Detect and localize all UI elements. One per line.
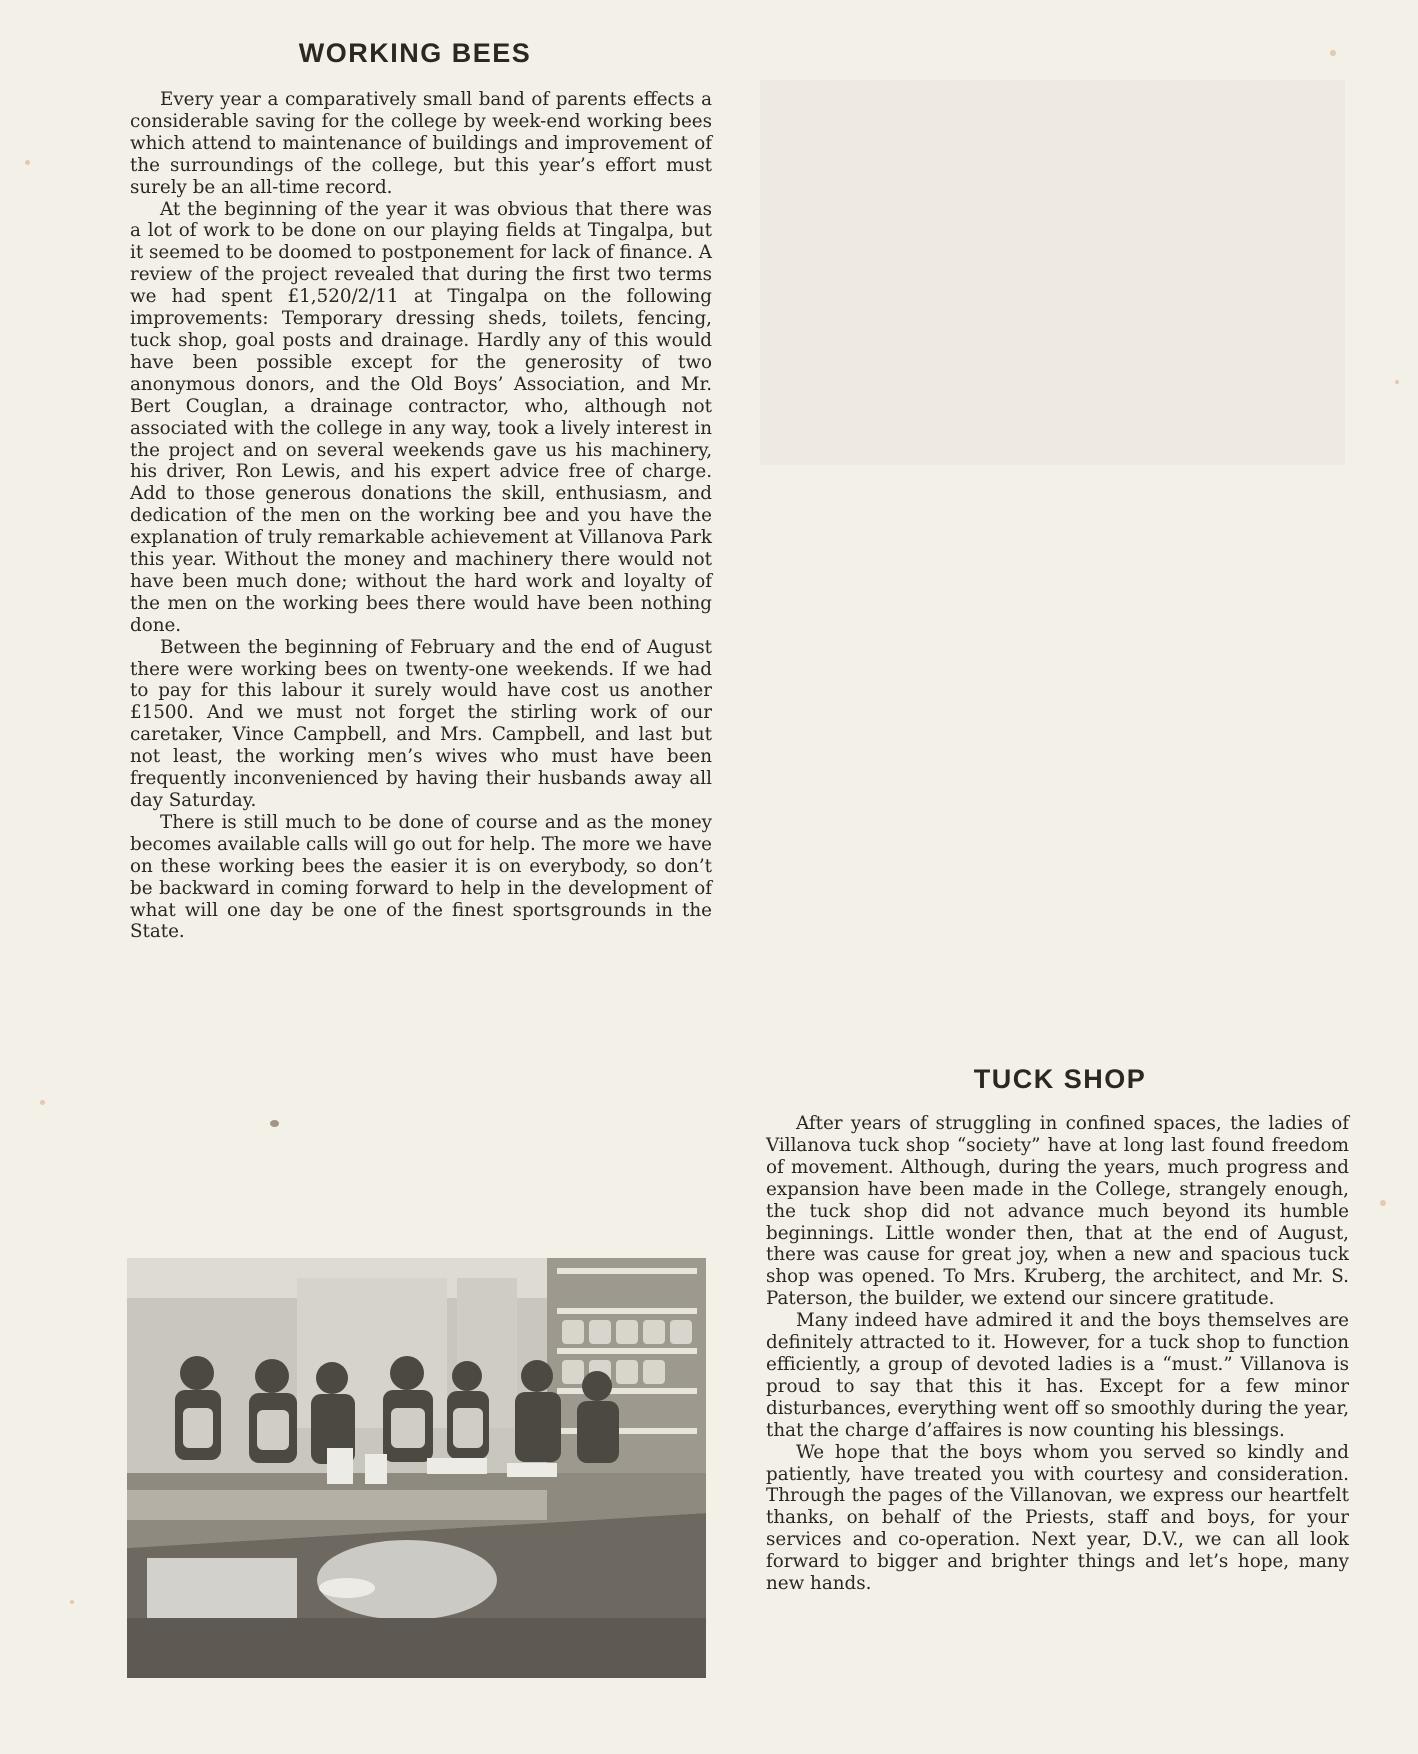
tuck-shop-photo bbox=[127, 1258, 706, 1678]
paper-speck bbox=[25, 160, 30, 165]
paper-bleed-through bbox=[760, 80, 1345, 465]
tuck-shop-paragraph-3: We hope that the boys whom you served so kindly and patiently, have treated you with courtesy and consideration. Through the pages of the Villanovan, we express our heartfelt thanks, on behalf of the Priests, staff and boys, for your services and co-operation. Next year, D.V., we can all look forward to bigger and brighter things and let’s hope, many new hands. bbox=[766, 1441, 1349, 1595]
tuck-shop-article bbox=[766, 1113, 1349, 1595]
working-bees-paragraph-2: At the beginning of the year it was obvious that there was a lot of work to be done on our playing fields at Tingalpa, but it seemed to be doomed to postponement for lack of finance. A review of the project revealed that during the first two terms we had spent £1,520/2/11 at Tingalpa on the following improvements: Temporary dressing sheds, toilets, fencing, tuck shop, goal posts and drainage. Hardly any of this would have been possible except for the generosity of two anonymous donors, and the Old Boys’ Association, and Mr. Bert Couglan, a drainage contractor, who, although not associated with the college in any way, took a lively interest in the project and on several weekends gave us his machinery, his driver, Ron Lewis, and his expert advice free of charge. Add to those generous donations the skill, enthusiasm, and dedication of the men on the working bee and you have the explanation of truly remarkable achievement at Villanova Park this year. Without the money and machinery there would not have been much done; without the hard work and loyalty of the men on the working bees there would have been nothing done. bbox=[130, 198, 712, 636]
paper-speck bbox=[70, 1600, 74, 1604]
paper-speck bbox=[40, 1100, 45, 1105]
paper-speck bbox=[1330, 50, 1336, 56]
tuck-shop-paragraph-2: Many indeed have admired it and the boys themselves are definitely attracted to it. However, for a tuck shop to function efficiently, a group of devoted ladies is a “must.” Villanova is proud to say that this it has. Except for a few minor disturbances, everything went off so smoothly during the year, that the charge d’affaires is now counting his blessings. bbox=[766, 1310, 1349, 1441]
paper-speck bbox=[1395, 380, 1399, 384]
working-bees-heading: WORKING BEES bbox=[298, 38, 532, 68]
working-bees-paragraph-1: Every year a comparatively small band of parents effects a considerable saving for the college by week-end working bees which attend to maintenance of buildings and improvement of the surroundings of the college, but this year’s effort must surely be an all-time record. bbox=[130, 89, 712, 198]
working-bees-article bbox=[130, 89, 712, 943]
working-bees-paragraph-3: Between the beginning of February and the end of August there were working bees on twenty-one weekends. If we had to pay for this labour it surely would have cost us another £1500. And we must not forget the stirling work of our caretaker, Vince Campbell, and Mrs. Campbell, and last but not least, the working men’s wives who must have been frequently inconvenienced by having their husbands away all day Saturday. bbox=[130, 636, 712, 811]
tuck-shop-paragraph-1: After years of struggling in confined spaces, the ladies of Villanova tuck shop “society” have at long last found freedom of movement. Although, during the years, much progress and expansion have been made in the College, strangely enough, the tuck shop did not advance much beyond its humble beginnings. Little wonder then, that at the end of August, there was cause for great joy, when a new and spacious tuck shop was opened. To Mrs. Kruberg, the architect, and Mr. S. Paterson, the builder, we extend our sincere gratitude. bbox=[766, 1113, 1349, 1310]
tuck-shop-heading: TUCK SHOP bbox=[973, 1064, 1147, 1094]
paper-speck bbox=[1380, 1200, 1386, 1206]
working-bees-paragraph-4: There is still much to be done of course and as the money becomes available calls will go out for help. The more we have on these working bees the easier it is on everybody, so don’t be backward in coming forward to help in the development of what will one day be one of the finest sportsgrounds in the State. bbox=[130, 811, 712, 943]
paper-speck bbox=[270, 1120, 279, 1127]
